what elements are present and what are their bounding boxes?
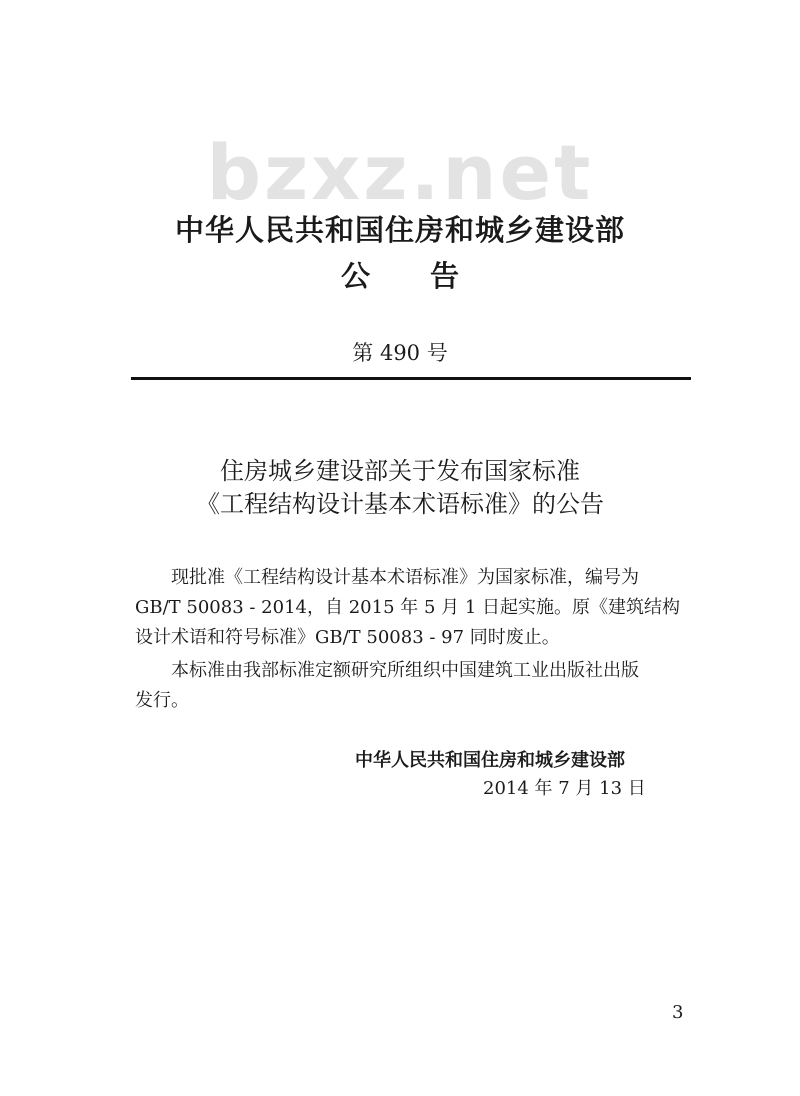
paragraph-2-line-2: 发行。 xyxy=(135,690,189,711)
page-number: 3 xyxy=(672,1002,684,1023)
paragraph-1-line-1: 现批准《工程结构设计基本术语标准》为国家标准，编号为 xyxy=(171,567,639,588)
notice-title-line-1: 住房城乡建设部关于发布国家标准 xyxy=(220,457,580,485)
announcement-char-2: 告 xyxy=(430,259,460,293)
divider-rule xyxy=(131,377,691,380)
body-paragraph-2 xyxy=(135,656,695,716)
announcement-heading xyxy=(0,254,800,295)
announcement-char-1: 公 xyxy=(340,259,370,293)
ministry-title: 中华人民共和国住房和城乡建设部 xyxy=(174,213,625,247)
paragraph-2-line-1: 本标准由我部标准定额研究所组织中国建筑工业出版社出版 xyxy=(171,660,639,681)
signature-date: 2014 年 7 月 13 日 xyxy=(483,778,646,799)
signature-issuer: 中华人民共和国住房和城乡建设部 xyxy=(355,750,625,771)
announcement-number: 第 490 号 xyxy=(352,341,448,365)
body-paragraph-1 xyxy=(135,563,695,653)
paragraph-1-line-2: GB/T 50083 - 2014，自 2015 年 5 月 1 日起实施。原《建筑结构 xyxy=(135,597,681,618)
notice-title-line-2: 《工程结构设计基本术语标准》的公告 xyxy=(196,490,604,518)
watermark: bzxz.net xyxy=(206,128,594,217)
paragraph-1-line-3: 设计术语和符号标准》GB/T 50083 - 97 同时废止。 xyxy=(135,627,560,648)
